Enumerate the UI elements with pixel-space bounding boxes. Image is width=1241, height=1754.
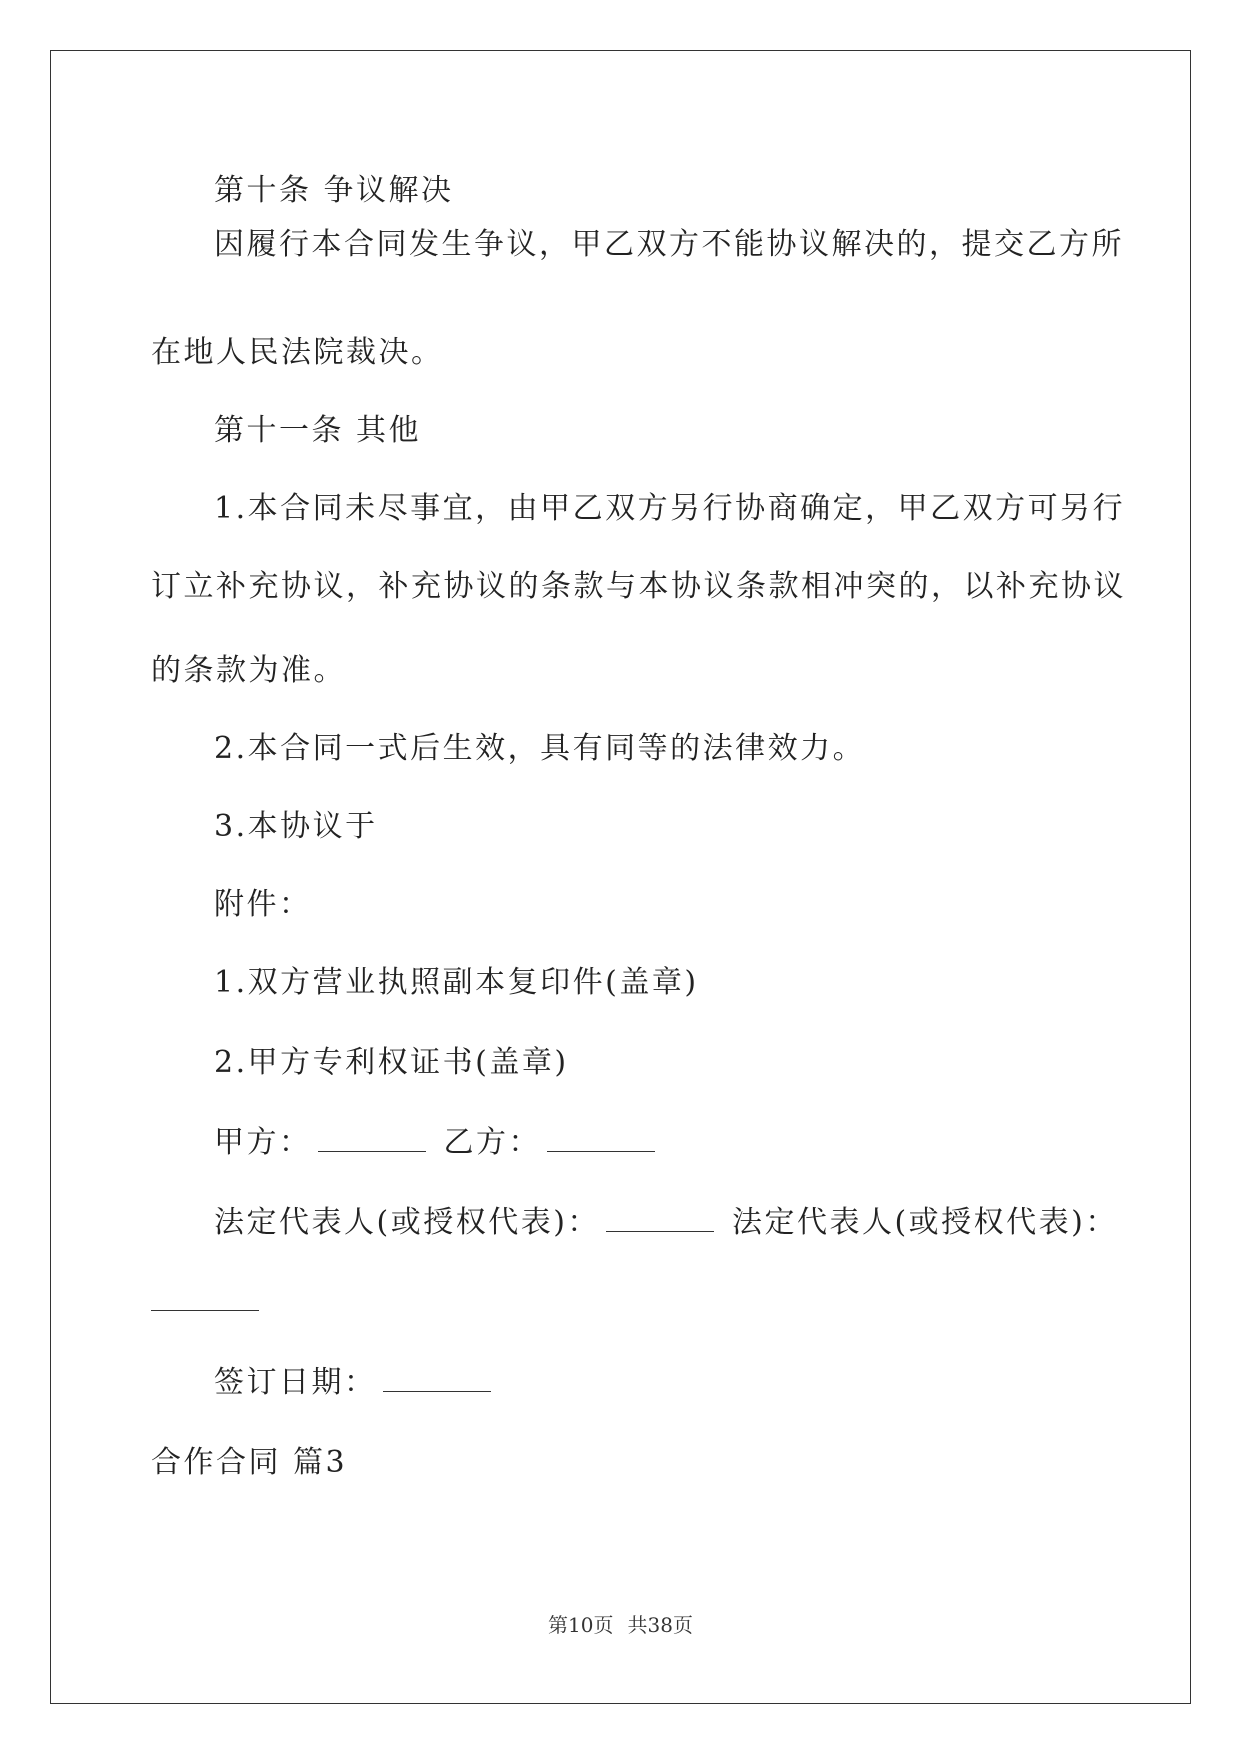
article-11-heading: 第十一条 其他	[214, 413, 422, 448]
sign-date-label: 签订日期：	[214, 1365, 377, 1400]
article-11-item2: 2.本合同一式后生效，具有同等的法律效力。	[214, 731, 866, 766]
rep-b-blank	[151, 1308, 259, 1311]
attachment-item-2: 2.甲方专利权证书(盖章)	[214, 1045, 569, 1080]
party-a-blank	[318, 1125, 426, 1152]
article-10-heading: 第十条 争议解决	[214, 173, 454, 208]
representative-signature-line	[214, 1203, 1118, 1243]
rep-b-label: 法定代表人(或授权代表)：	[731, 1205, 1118, 1240]
current-page-number: 第10页	[548, 1613, 614, 1637]
article-10-paragraph-line-1: 因履行本合同发生争议，甲乙双方不能协议解决的，提交乙方所	[214, 227, 1124, 262]
article-11-item3: 3.本协议于	[214, 809, 378, 844]
page-footer	[0, 1612, 1241, 1638]
party-b-blank	[547, 1125, 655, 1152]
next-section-title: 合作合同 篇3	[151, 1445, 348, 1480]
total-pages: 共38页	[627, 1613, 693, 1637]
rep-a-blank	[606, 1205, 714, 1232]
party-a-label: 甲方：	[214, 1125, 312, 1160]
party-signature-line	[214, 1123, 661, 1163]
sign-date-line	[214, 1363, 497, 1403]
article-11-item1-line-1: 1.本合同未尽事宜，由甲乙双方另行协商确定，甲乙双方可另行	[214, 491, 1126, 526]
rep-a-label: 法定代表人(或授权代表)：	[214, 1205, 600, 1240]
attachments-heading: 附件：	[214, 887, 312, 922]
article-11-item1-line-2: 订立补充协议，补充协议的条款与本协议条款相冲突的，以补充协议	[151, 569, 1126, 604]
sign-date-blank	[383, 1365, 491, 1392]
article-11-item1-line-3: 的条款为准。	[151, 653, 346, 688]
party-b-label: 乙方：	[443, 1125, 542, 1160]
attachment-item-1: 1.双方营业执照副本复印件(盖章)	[214, 965, 699, 1000]
article-10-paragraph-line-2: 在地人民法院裁决。	[151, 335, 444, 370]
